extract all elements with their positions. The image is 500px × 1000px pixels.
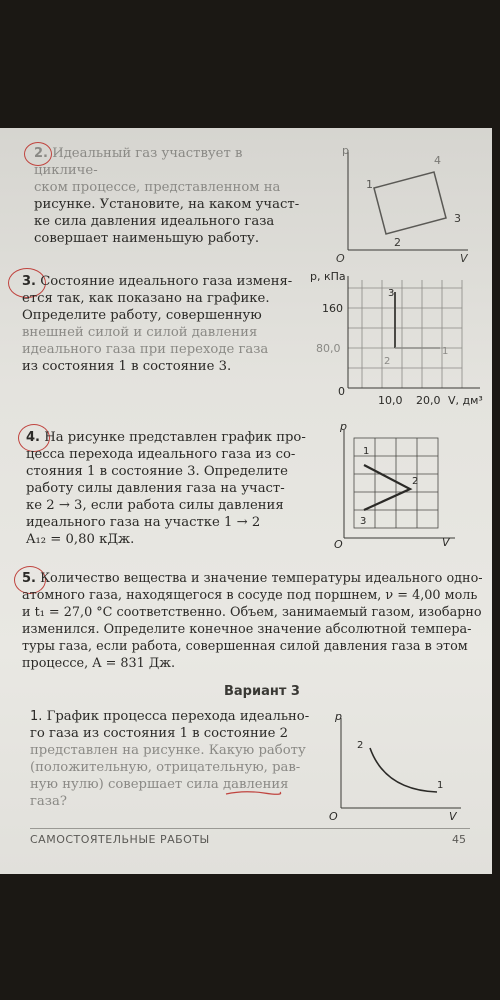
problem-text-line: ную нулю) совершает сила давления bbox=[30, 777, 289, 792]
problem-text-line: цесса перехода идеального газа из со- bbox=[26, 447, 296, 462]
problem-text-line: ском процессе, представленном на bbox=[34, 180, 281, 195]
problem-text-line: На рисунке представлен график про- bbox=[44, 430, 306, 445]
problem-text-line: Количество вещества и значение температуры идеального одно- bbox=[40, 571, 483, 586]
footer-section-title: САМОСТОЯТЕЛЬНЫЕ РАБОТЫ bbox=[30, 833, 210, 846]
point-label-2: 2 bbox=[412, 476, 419, 487]
axis-label-p: p bbox=[340, 422, 347, 433]
problem-text-line: газа? bbox=[30, 794, 67, 809]
axis-label-v: V bbox=[449, 810, 457, 822]
problem-text-line: из состояния 1 в состояние 3. bbox=[22, 359, 232, 374]
problem-text-line: туры газа, если работа, совершенная силой давления газа в этом bbox=[22, 639, 468, 654]
problem-text-line: Определите работу, совершенную bbox=[22, 308, 262, 323]
problem-text-line: внешней силой и силой давления bbox=[22, 325, 258, 340]
x-tick-label: 10,0 bbox=[378, 394, 403, 407]
problem-2 bbox=[34, 145, 304, 247]
problem-5 bbox=[22, 570, 487, 672]
problem-number: 3. bbox=[22, 274, 36, 289]
origin-label: O bbox=[336, 252, 345, 263]
point-label-2: 2 bbox=[384, 356, 391, 367]
problem-text-line: ке сила давления идеального газа bbox=[34, 214, 275, 229]
problem-number: 2. bbox=[34, 146, 48, 161]
point-label-1: 1 bbox=[442, 346, 449, 357]
problem-text-line: атомного газа, находящегося в сосуде под поршнем, ν = 4,00 моль bbox=[22, 588, 478, 603]
variant-heading: Вариант 3 bbox=[224, 684, 300, 699]
problem-text-line: идеального газа на участке 1 → 2 bbox=[26, 515, 261, 530]
origin-label: O bbox=[334, 538, 343, 550]
x-tick-label: 20,0 bbox=[416, 394, 441, 407]
problem-text-line: работу силы давления газа на участ- bbox=[26, 481, 285, 496]
axis-label-v: V bbox=[442, 536, 450, 549]
axis-label-p: p, кПа bbox=[310, 270, 346, 283]
problem-text-line: Состояние идеального газа изменя- bbox=[40, 274, 293, 289]
footer-divider bbox=[30, 828, 470, 829]
point-label-2: 2 bbox=[357, 740, 364, 751]
point-label-1: 1 bbox=[363, 446, 370, 457]
axis-label-v: V, дм³ bbox=[448, 394, 483, 407]
problem-3 bbox=[22, 273, 302, 375]
pen-underline bbox=[224, 788, 284, 798]
problem-text-line: Идеальный газ участвует в цикличе- bbox=[34, 146, 243, 178]
problem-text-line: совершает наименьшую работу. bbox=[34, 231, 260, 246]
origin-label: O bbox=[329, 810, 338, 822]
problem-number: 4. bbox=[26, 430, 40, 445]
problem-text-line: представлен на рисунке. Какую работу bbox=[30, 743, 306, 758]
y-tick-label: 160 bbox=[322, 302, 343, 315]
problem-text-line: стояния 1 в состояние 3. Определите bbox=[26, 464, 288, 479]
problem-text-line: и t₁ = 27,0 °С соответственно. Объем, занимаемый газом, изобарно bbox=[22, 605, 482, 620]
axis-label-p: p bbox=[342, 144, 349, 157]
problem-text-line: График процесса перехода идеально- bbox=[46, 709, 310, 724]
problem-text-line: ется так, как показано на графике. bbox=[22, 291, 270, 306]
graph-problem-2 bbox=[330, 138, 480, 263]
problem-text-line: ке 2 → 3, если работа силы давления bbox=[26, 498, 284, 513]
problem-text-line: изменился. Определите конечное значение абсолютной темпера- bbox=[22, 622, 472, 637]
problem-number: 5. bbox=[22, 571, 36, 586]
point-label-3: 3 bbox=[360, 516, 367, 527]
point-label-1: 1 bbox=[437, 780, 444, 791]
graph-variant-problem-1 bbox=[325, 710, 475, 822]
problem-text-line: (положительную, отрицательную, рав- bbox=[30, 760, 301, 775]
point-label-3: 3 bbox=[388, 288, 395, 299]
graph-problem-4 bbox=[330, 422, 480, 550]
problem-text-line: го газа из состояния 1 в состояние 2 bbox=[30, 726, 289, 741]
problem-text-line: процессе, A = 831 Дж. bbox=[22, 656, 176, 671]
y-tick-label: 80,0 bbox=[316, 342, 341, 355]
book-page bbox=[0, 128, 492, 874]
graph-problem-3 bbox=[300, 268, 495, 408]
problem-text-line: идеального газа при переходе газа bbox=[22, 342, 269, 357]
page-number: 45 bbox=[452, 833, 466, 846]
point-label-1: 1 bbox=[366, 178, 373, 191]
problem-text-line: A₁₂ = 0,80 кДж. bbox=[26, 532, 135, 547]
axis-label-p: p bbox=[335, 710, 342, 723]
point-label-2: 2 bbox=[394, 236, 401, 249]
problem-number: 1. bbox=[30, 709, 43, 724]
axis-label-v: V bbox=[460, 252, 468, 263]
point-label-4: 4 bbox=[434, 154, 441, 167]
problem-4 bbox=[26, 429, 316, 548]
point-label-3: 3 bbox=[454, 212, 461, 225]
problem-text-line: рисунке. Установите, на каком участ- bbox=[34, 197, 300, 212]
origin-label: 0 bbox=[338, 385, 345, 398]
